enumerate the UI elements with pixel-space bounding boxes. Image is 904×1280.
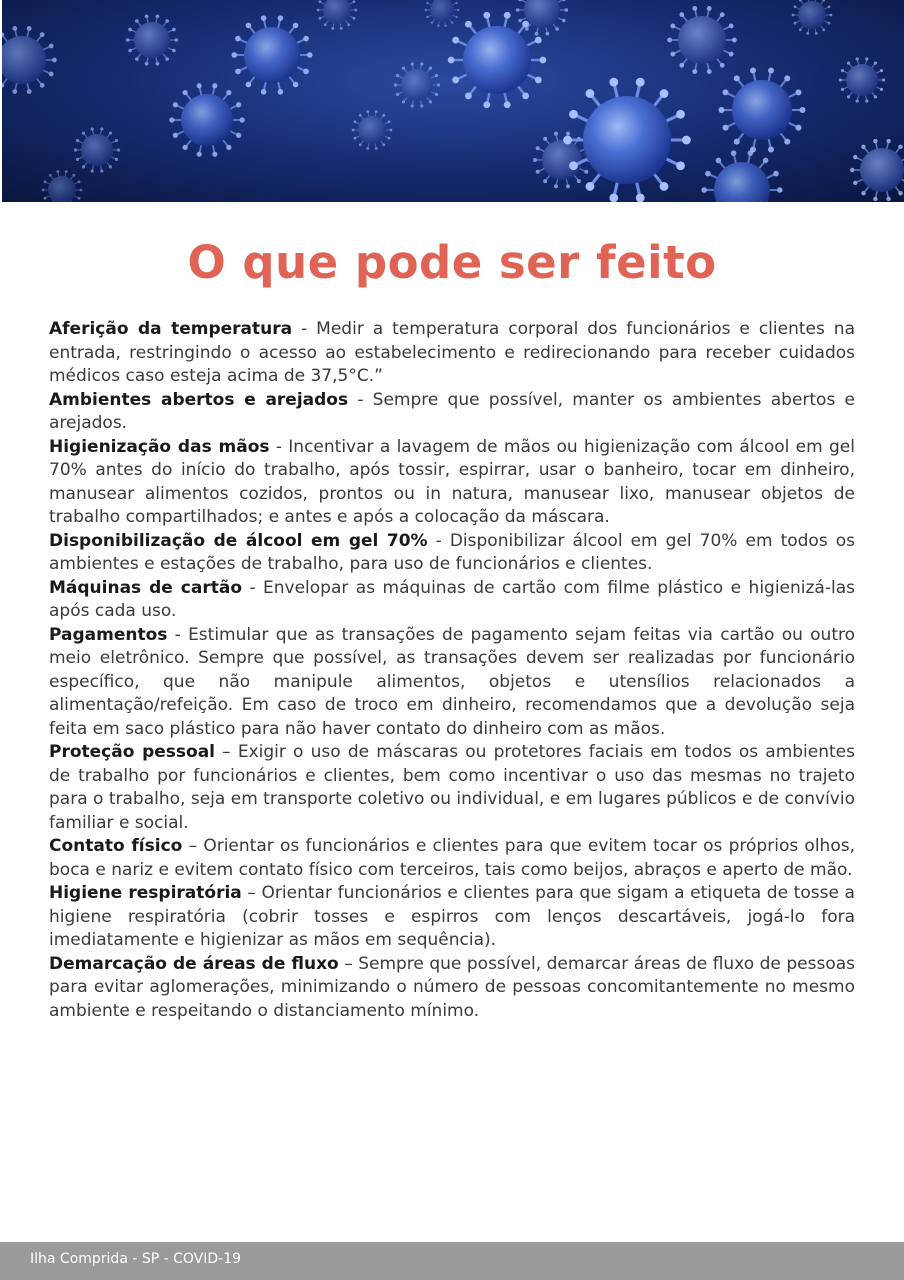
guideline-text: Sempre que possível, manter os ambientes abertos e arejados. (49, 389, 855, 433)
guideline-text: Medir a temperatura corporal dos funcionários e clientes na entrada, restringindo o acesso ao estabelecimento e redirecionando para receber cuidados médicos caso esteja acima de 37,5°C.” (49, 319, 855, 386)
guideline-item: Ambientes abertos e arejados - Sempre que possível, manter os ambientes abertos e arejados. (49, 389, 855, 433)
guideline-text: Envelopar as máquinas de cartão com filme plástico e higienizá-las após cada uso. (49, 577, 855, 621)
guidelines-list (49, 318, 855, 1023)
guideline-item: Higiene respiratória – Orientar funcionários e clientes para que sigam a etiqueta de tosse a higiene respiratória (cobrir tosses e espirros com lenços descartáveis, jogá-lo fora imediatamente e higienizar as mãos em sequência). (49, 883, 855, 950)
guideline-item: Contato físico – Orientar os funcionários e clientes para que evitem tocar os próprios olhos, boca e nariz e evitem contato físico com terceiros, tais como beijos, abraços e aperto de mão. (49, 836, 855, 880)
guideline-text: Estimular que as transações de pagamento sejam feitas via cartão ou outro meio eletrônico. Sempre que possível, as transações devem ser realizadas por funcionário específico, que não manipule alimentos, objetos e utensílios relacionados a alimentação/refeição. Em caso de troco em dinheiro, recomendamos que a devolução seja feita em saco plástico para não haver contato do dinheiro com as mãos. (49, 624, 856, 739)
guideline-heading: Disponibilização de álcool em gel 70% (49, 530, 428, 551)
guideline-item: Máquinas de cartão - Envelopar as máquinas de cartão com filme plástico e higienizá-las após cada uso. (49, 577, 855, 621)
guideline-item: Disponibilização de álcool em gel 70% - Disponibilizar álcool em gel 70% em todos os ambientes e estações de trabalho, para uso de funcionários e clientes. (49, 530, 855, 574)
guideline-heading: Higiene respiratória (49, 883, 242, 903)
guideline-heading: Ambientes abertos e arejados (49, 389, 349, 410)
guideline-text: Sempre que possível, demarcar áreas de fluxo de pessoas para evitar aglomerações, minimizando o número de pessoas concomitantemente no mesmo ambiente e respeitando o distanciamento mínimo. (49, 953, 855, 1021)
guideline-item: Pagamentos - Estimular que as transações de pagamento sejam feitas via cartão ou outro meio eletrônico. Sempre que possível, as transações devem ser realizadas por funcionário específico, que não manipule alimentos, objetos e utensílios relacionados a alimentação/refeição. Em caso de troco em dinheiro, recomendamos que a devolução seja feita em saco plástico para não haver contato do dinheiro com as mãos. (49, 624, 856, 739)
guideline-item: Aferição da temperatura - Medir a temperatura corporal dos funcionários e clientes na entrada, restringindo o acesso ao estabelecimento e redirecionando para receber cuidados médicos caso esteja acima de 37,5°C.” (49, 319, 855, 386)
guideline-item: Proteção pessoal – Exigir o uso de máscaras ou protetores faciais em todos os ambientes de trabalho por funcionários e clientes, bem como incentivar o uso das mesmas no trajeto para o trabalho, seja em transporte coletivo ou individual, e em lugares públicos e de convívio familiar e social. (49, 742, 855, 833)
guideline-text: Incentivar a lavagem de mãos ou higienização com álcool em gel 70% antes do início do trabalho, após tossir, espirrar, usar o banheiro, tocar em dinheiro, manusear alimentos cozidos, prontos ou in natura, manusear lixo, manusear objetos de trabalho compartilhados; e antes e após a colocação da máscara. (49, 436, 855, 527)
guideline-text: Disponibilizar álcool em gel 70% em todos os ambientes e estações de trabalho, para uso de funcionários e clientes. (49, 530, 855, 574)
guideline-heading: Máquinas de cartão (49, 577, 242, 598)
footer-text: Ilha Comprida - SP - COVID-19 (30, 1251, 242, 1267)
guideline-heading: Contato físico (49, 836, 183, 856)
guideline-heading: Aferição da temperatura (49, 319, 293, 339)
page-title: O que pode ser feito (187, 236, 717, 289)
guideline-heading: Higienização das mãos (49, 436, 270, 457)
guideline-item: Demarcação de áreas de fluxo – Sempre que possível, demarcar áreas de fluxo de pessoas para evitar aglomerações, minimizando o número de pessoas concomitantemente no mesmo ambiente e respeitando o distanciamento mínimo. (49, 953, 855, 1021)
guideline-heading: Proteção pessoal (49, 742, 216, 762)
guideline-text: Orientar os funcionários e clientes para que evitem tocar os próprios olhos, boca e nariz e evitem contato físico com terceiros, tais como beijos, abraços e aperto de mão. (49, 836, 855, 880)
guideline-text: Exigir o uso de máscaras ou protetores faciais em todos os ambientes de trabalho por funcionários e clientes, bem como incentivar o uso das mesmas no trajeto para o trabalho, seja em transporte coletivo ou individual, e em lugares públicos e de convívio familiar e social. (49, 742, 855, 833)
guideline-item: Higienização das mãos - Incentivar a lavagem de mãos ou higienização com álcool em gel 70% antes do início do trabalho, após tossir, espirrar, usar o banheiro, tocar em dinheiro, manusear alimentos cozidos, prontos ou in natura, manusear lixo, manusear objetos de trabalho compartilhados; e antes e após a colocação da máscara. (49, 436, 855, 527)
virus-banner (2, 0, 904, 202)
footer-bar (0, 1242, 904, 1280)
guideline-heading: Pagamentos (49, 624, 168, 645)
virus-illustration-icon (2, 0, 904, 202)
guideline-text: Orientar funcionários e clientes para que sigam a etiqueta de tosse a higiene respiratória (cobrir tosses e espirros com lenços descartáveis, jogá-lo fora imediatamente e higienizar as mãos em sequência). (49, 883, 855, 950)
guideline-heading: Demarcação de áreas de fluxo (49, 953, 339, 974)
